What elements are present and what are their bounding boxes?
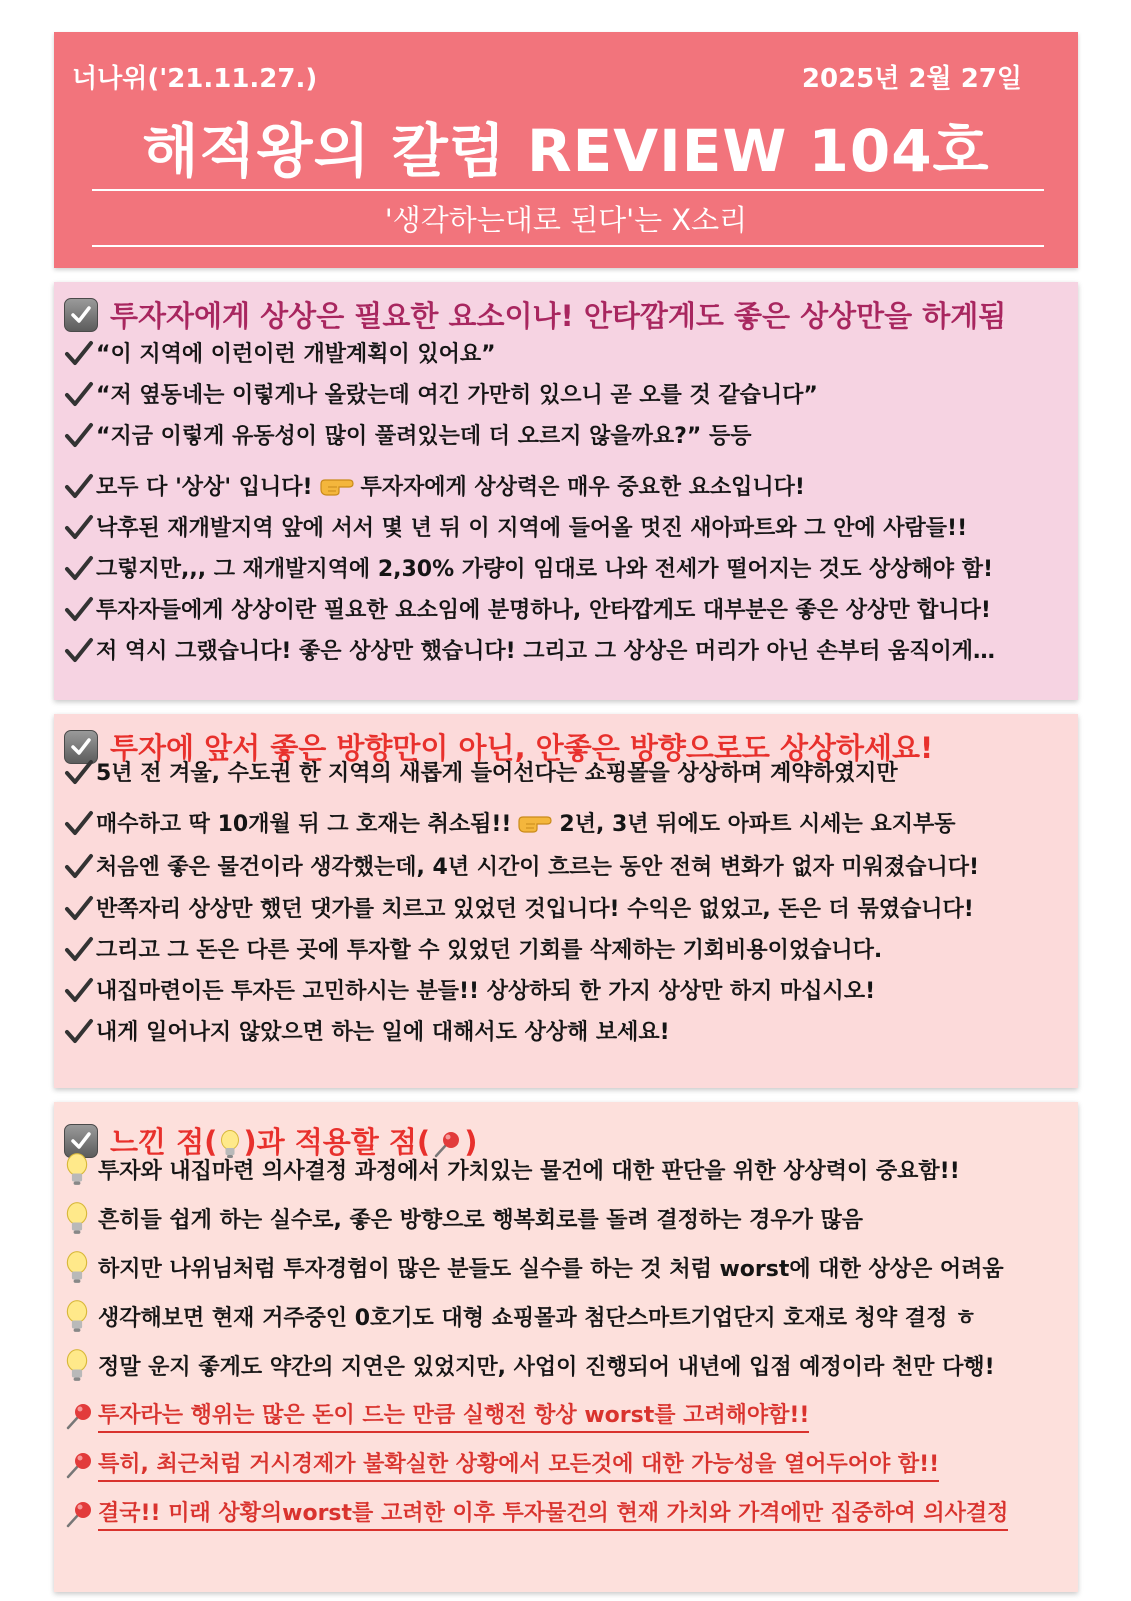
list-item-text: 투자와 내집마련 의사결정 과정에서 가치있는 물건에 대한 판단을 위한 상상력이 중요함!! <box>98 1158 960 1184</box>
divider-bottom <box>92 245 1044 247</box>
list-item <box>64 470 805 501</box>
list-item <box>64 1398 809 1433</box>
lightbulb-icon <box>64 1201 90 1235</box>
list-item <box>64 634 995 665</box>
pointing-hand-icon <box>319 474 355 498</box>
section-title: 투자에 앞서 좋은 방향만이 아닌, 안좋은 방향으로도 상상하세요! <box>110 731 934 765</box>
divider-top <box>92 189 1044 191</box>
list-item-text: 투자라는 행위는 많은 돈이 드는 만큼 실행전 항상 worst를 고려해야함!! <box>98 1398 809 1433</box>
list-item-text: 내게 일어나지 않았으면 하는 일에 대해서도 상상해 보세요! <box>96 1020 670 1045</box>
list-item-text: “지금 이렇게 유동성이 많이 풀려있는데 더 오르지 않을까요?” 등등 <box>96 424 752 449</box>
list-item <box>64 337 496 368</box>
list-item-text: 생각해보면 현재 거주중인 0호기도 대형 쇼핑몰과 첨단스마트기업단지 호재로 청약 결정 ㅎ <box>98 1305 977 1331</box>
list-item <box>64 1015 670 1046</box>
checkmark-icon <box>64 513 94 541</box>
list-item <box>64 1299 976 1333</box>
list-item-text: 저 역시 그랬습니다! 좋은 상상만 했습니다! 그리고 그 상상은 머리가 아닌 손부터 움직이게… <box>96 639 996 664</box>
pushpin-icon <box>64 1401 94 1431</box>
page-subtitle: '생각하는대로 된다'는 X소리 <box>384 203 748 237</box>
lightbulb-icon <box>64 1348 90 1382</box>
list-item-text: “이 지역에 이런이런 개발계획이 있어요” <box>96 342 496 367</box>
header-banner <box>54 32 1078 268</box>
list-item-text: 결국!! 미래 상황의worst를 고려한 이후 투자물건의 현재 가치와 가격에만 집중하여 의사결정 <box>98 1496 1008 1531</box>
section-title-part: 느낀 점( <box>110 1125 218 1159</box>
pointing-hand-icon <box>517 811 553 835</box>
list-item <box>64 552 993 583</box>
list-item <box>64 1447 939 1482</box>
checkmark-icon <box>64 894 94 922</box>
section-title-part: )과 적용할 점( <box>243 1125 431 1159</box>
page-title: 해적왕의 칼럼 REVIEW 104호 <box>142 117 990 185</box>
list-item-text: 반쪽자리 상상만 했던 댓가를 치르고 있었던 것입니다! 수익은 없었고, 돈은 더 묶였습니다! <box>96 897 974 922</box>
list-item <box>64 933 882 964</box>
section-bad-direction <box>54 714 1078 1088</box>
pushpin-icon <box>64 1450 94 1480</box>
list-item <box>64 850 979 881</box>
checkmark-icon <box>64 935 94 963</box>
list-item-text: 처음엔 좋은 물건이라 생각했는데, 4년 시간이 흐르는 동안 전혀 변화가 없자 미워졌습니다! <box>96 855 980 880</box>
checkmark-icon <box>64 554 94 582</box>
list-item-text: 모두 다 '상상' 입니다! <box>96 475 313 500</box>
section-imagination <box>54 282 1078 700</box>
list-item-text: “저 옆동네는 이렇게나 올랐는데 여긴 가만히 있으니 곧 오를 것 같습니다” <box>96 383 818 408</box>
list-item-text: 2년, 3년 뒤에도 아파트 시세는 요지부동 <box>559 812 956 837</box>
list-item-text: 투자자에게 상상력은 매우 중요한 요소입니다! <box>360 475 805 500</box>
list-item-text: 매수하고 딱 10개월 뒤 그 호재는 취소됨!! <box>96 812 512 837</box>
pushpin-icon <box>64 1499 94 1529</box>
section-title-part: ) <box>464 1125 478 1159</box>
list-item-text: 정말 운지 좋게도 약간의 지연은 있었지만, 사업이 진행되어 내년에 입점 예정이라 천만 다행! <box>98 1354 995 1380</box>
checkmark-icon <box>64 595 94 623</box>
checkmark-icon <box>64 852 94 880</box>
list-item <box>64 378 818 409</box>
list-item <box>64 593 991 624</box>
lightbulb-icon <box>64 1250 90 1284</box>
list-item <box>64 511 967 542</box>
list-item-text: 특히, 최근처럼 거시경제가 불확실한 상황에서 모든것에 대한 가능성을 열어두어야 함!! <box>98 1447 939 1482</box>
list-item-text: 그렇지만,,, 그 재개발지역에 2,30% 가량이 임대로 나와 전세가 떨어지는 것도 상상해야 함! <box>96 557 993 582</box>
checkmark-icon <box>64 339 94 367</box>
list-item-text: 내집마련이든 투자든 고민하시는 분들!! 상상하되 한 가지 상상만 하지 마십시오! <box>96 979 876 1004</box>
list-item <box>64 419 752 450</box>
lightbulb-icon <box>64 1299 90 1333</box>
checkmark-icon <box>64 1017 94 1045</box>
list-item <box>64 1348 995 1382</box>
checkmark-icon <box>64 636 94 664</box>
list-item-text: 흔히들 쉽게 하는 실수로, 좋은 방향으로 행복회로를 돌려 결정하는 경우가 많음 <box>98 1207 864 1233</box>
list-item <box>64 1250 1004 1284</box>
list-item-text: 낙후된 재개발지역 앞에 서서 몇 년 뒤 이 지역에 들어올 멋진 새아파트와 그 안에 사람들!! <box>96 516 968 541</box>
list-item-text: 그리고 그 돈은 다른 곳에 투자할 수 있었던 기회를 삭제하는 기회비용이었습니다. <box>96 938 883 963</box>
list-item <box>64 1201 863 1235</box>
list-item <box>64 1496 1008 1531</box>
author-date: 너나위('21.11.27.) <box>72 64 318 94</box>
section-header <box>64 294 1006 335</box>
checkmark-icon <box>64 976 94 1004</box>
list-item <box>64 892 974 923</box>
list-item-text: 투자자들에게 상상이란 필요한 요소임에 분명하나, 안타깝게도 대부분은 좋은 상상만 합니다! <box>96 598 991 623</box>
checkmark-icon <box>64 472 94 500</box>
checkmark-icon <box>64 380 94 408</box>
list-item-text: 5년 전 겨울, 수도권 한 지역의 새롭게 들어선다는 쇼핑몰을 상상하며 계약하였지만 <box>96 761 898 786</box>
list-item <box>64 974 875 1005</box>
checkmark-icon <box>64 421 94 449</box>
checkmark-icon <box>64 758 94 786</box>
publish-date: 2025년 2월 27일 <box>801 64 1022 94</box>
lightbulb-icon <box>64 1152 90 1186</box>
list-item <box>64 1152 960 1186</box>
list-item-text: 하지만 나위님처럼 투자경험이 많은 분들도 실수를 하는 것 처럼 worst에 대한 상상은 어려움 <box>98 1256 1004 1282</box>
checkmark-icon <box>64 809 94 837</box>
list-item <box>64 807 955 838</box>
section-takeaways <box>54 1102 1078 1592</box>
list-item <box>64 756 898 787</box>
section-title: 투자자에게 상상은 필요한 요소이나! 안타깝게도 좋은 상상만을 하게됨 <box>110 299 1007 333</box>
checkbox-icon <box>64 298 98 332</box>
